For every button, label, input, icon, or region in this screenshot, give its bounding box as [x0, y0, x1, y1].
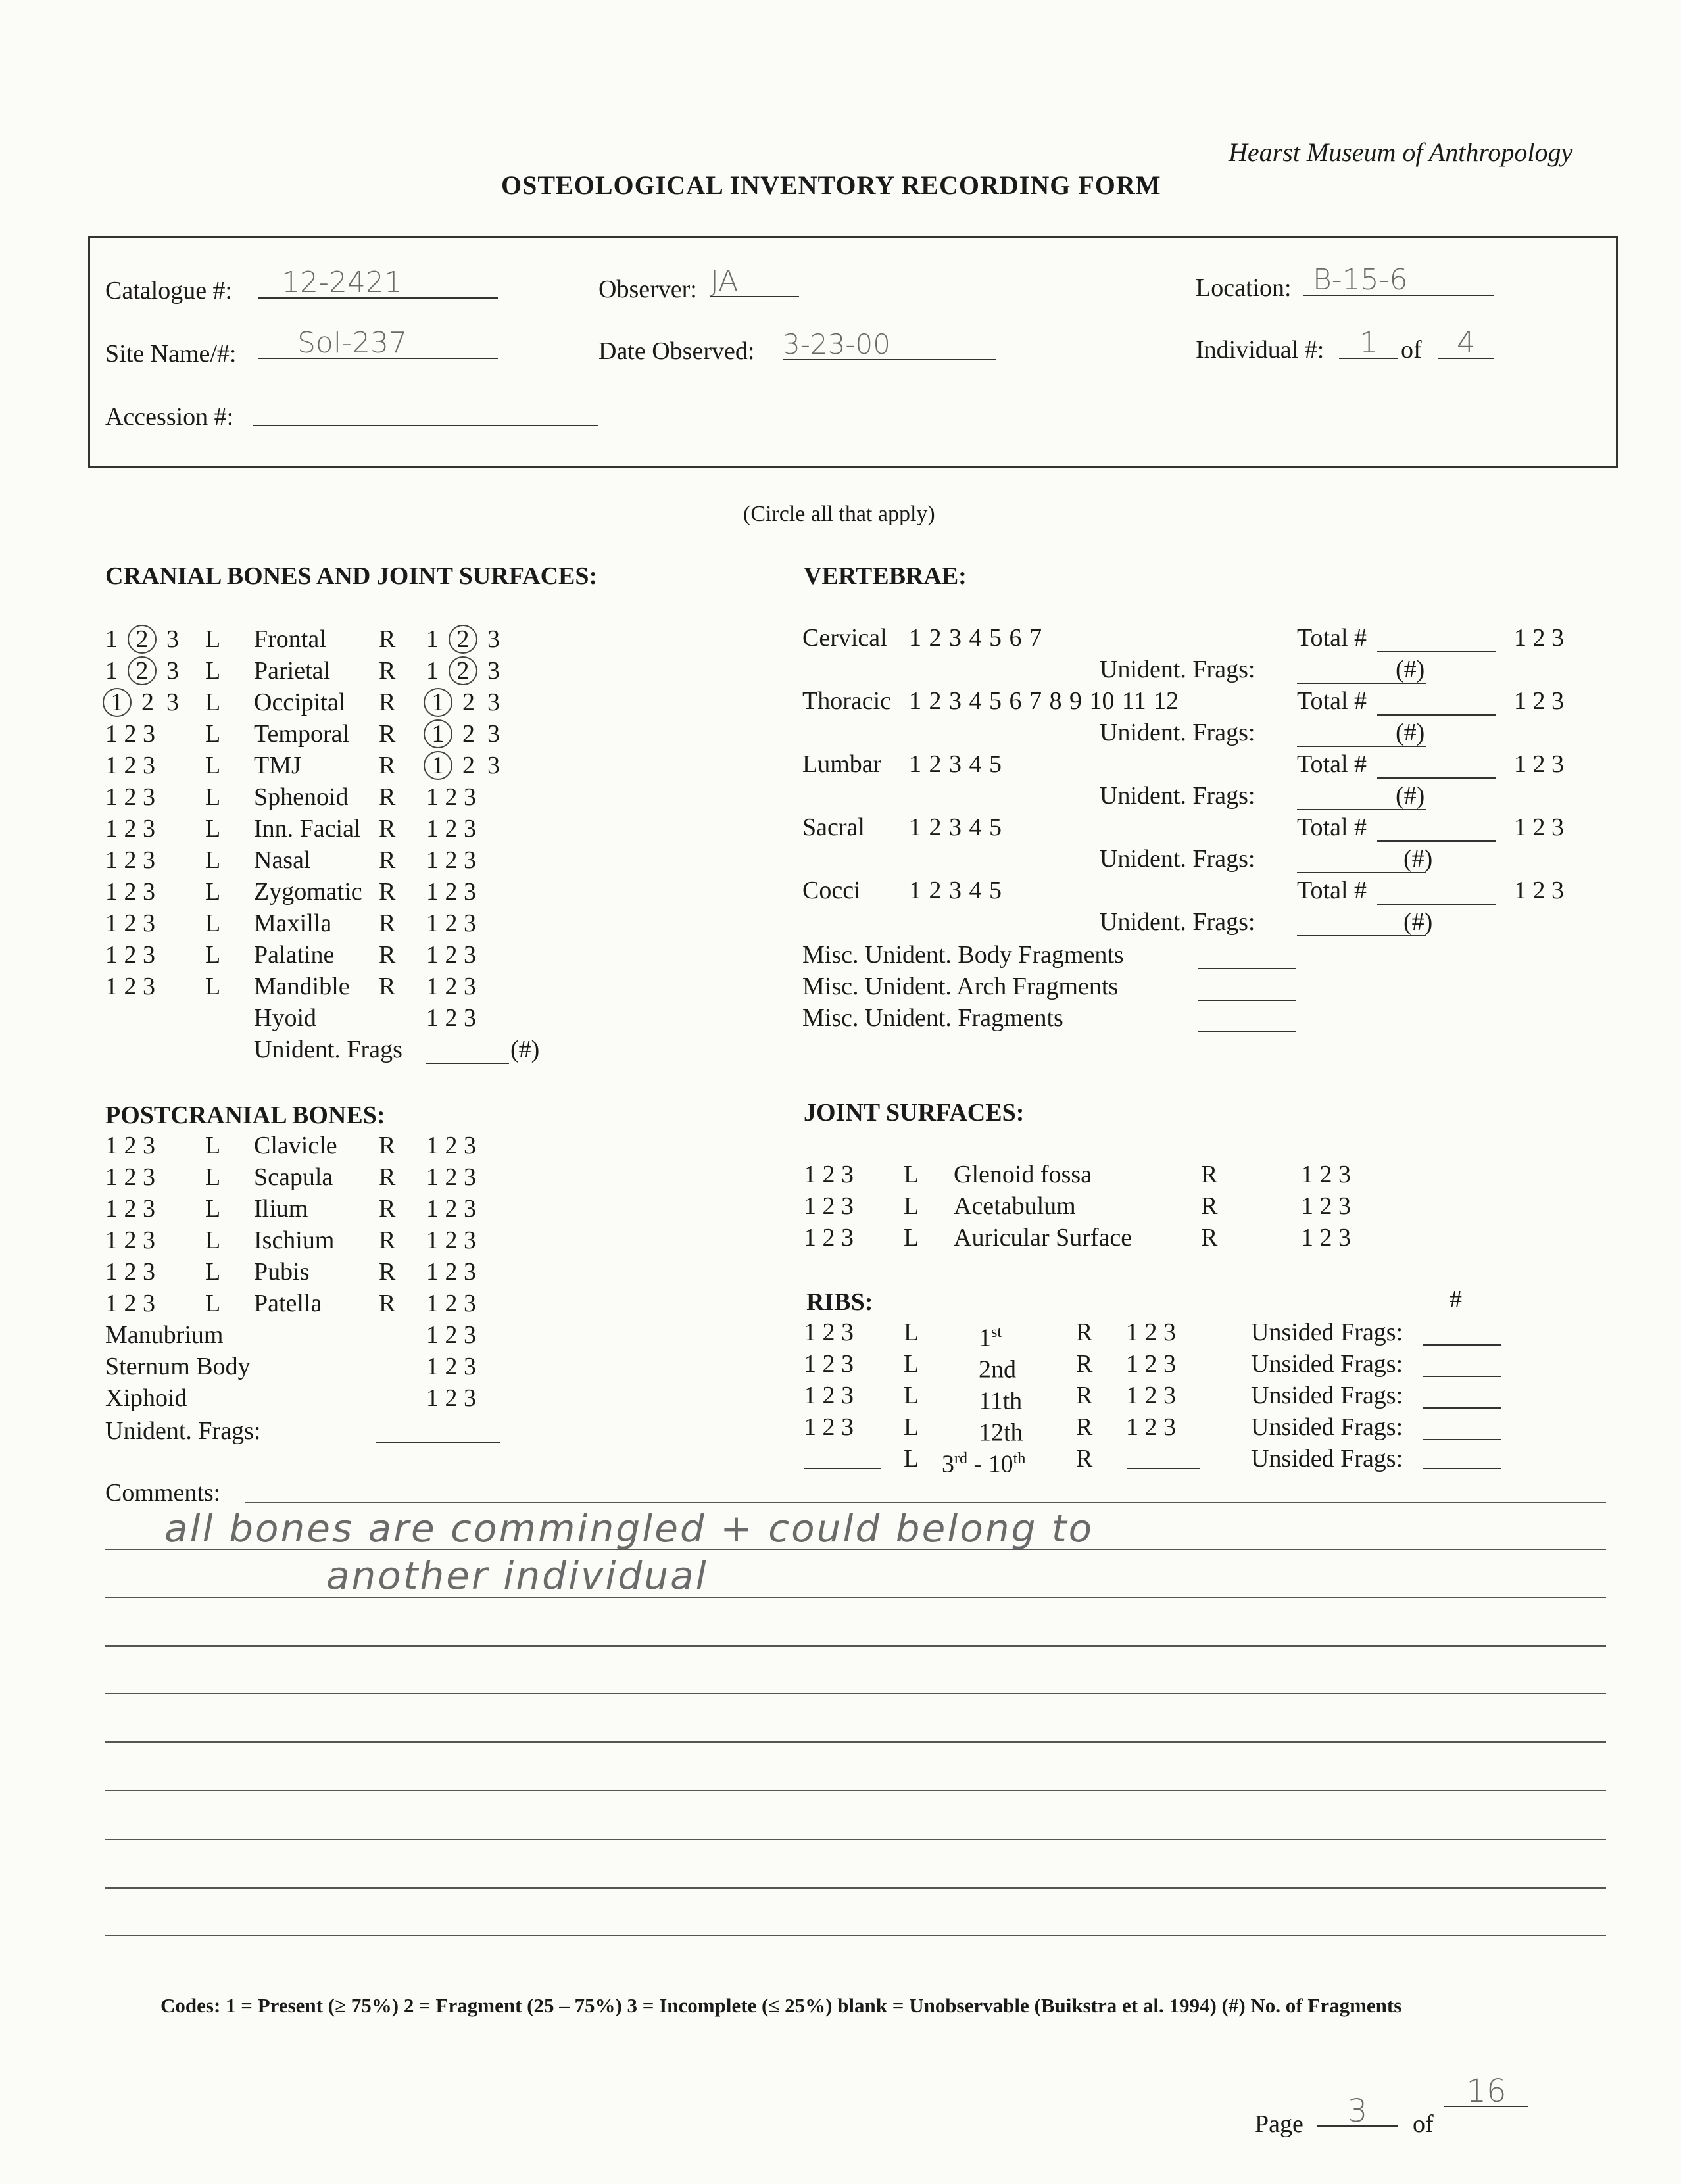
postcranial-R: R	[379, 1290, 396, 1317]
location-field[interactable]: B-15-6	[1303, 266, 1494, 296]
circled-code[interactable]: 1	[424, 688, 452, 717]
accession-field[interactable]	[253, 396, 598, 426]
cranial-right-codes[interactable]: 1 2 3	[426, 719, 500, 748]
cranial-right-codes[interactable]: 1 2 3	[426, 751, 500, 780]
individual-total-field[interactable]: 4	[1438, 329, 1494, 359]
postcranial-left-codes[interactable]: 1 2 3	[105, 1226, 155, 1254]
joint-left-codes[interactable]: 1 2 3	[804, 1161, 854, 1188]
misc-label: Misc. Unident. Arch Fragments	[802, 973, 1119, 1000]
date-field[interactable]: 3-23-00	[783, 330, 996, 360]
postcranial-bone-name: Manubrium	[105, 1321, 224, 1349]
postcranial-left-codes[interactable]: 1 2 3	[105, 1290, 155, 1317]
misc-label: Misc. Unident. Body Fragments	[802, 941, 1124, 969]
vertebra-total-field[interactable]	[1377, 622, 1496, 652]
vertebra-numbers[interactable]: 1 2 3 4 5 6 7	[909, 624, 1042, 652]
rib-range-R: R	[1076, 1445, 1093, 1472]
comment-text-line1[interactable]: all bones are commingled + could belong to	[164, 1506, 1094, 1551]
rib-range-unsided-label: Unsided Frags:	[1251, 1445, 1403, 1472]
comment-line[interactable]	[245, 1502, 1606, 1503]
rib-R: R	[1076, 1382, 1093, 1409]
vertebra-total-label: Total #	[1297, 813, 1367, 841]
cranial-bone-name: TMJ	[254, 752, 301, 779]
cranial-R: R	[379, 783, 396, 811]
vertebra-name: Cocci	[802, 877, 861, 904]
postcranial-bone-name: Ilium	[254, 1195, 308, 1223]
cranial-heading: CRANIAL BONES AND JOINT SURFACES:	[105, 562, 598, 590]
postcranial-L: L	[205, 1132, 221, 1159]
cranial-left-codes[interactable]: 1 2 3	[105, 625, 179, 653]
vertebra-unident-hash: (#)	[1403, 908, 1433, 936]
vertebra-unident-hash: (#)	[1403, 845, 1433, 873]
cranial-bone-name: Nasal	[254, 846, 311, 874]
vertebra-codes[interactable]: 1 2 3	[1514, 687, 1564, 715]
misc-field[interactable]	[1198, 1002, 1296, 1032]
rib-right-codes[interactable]: 1 2 3	[1126, 1350, 1176, 1378]
circled-code[interactable]: 2	[128, 656, 157, 685]
cranial-left-codes[interactable]: 1 2 3	[105, 720, 155, 748]
postcranial-R: R	[379, 1226, 396, 1254]
postcranial-R: R	[379, 1258, 396, 1286]
cranial-unident-field[interactable]	[426, 1034, 509, 1064]
rib-left-codes[interactable]: 1 2 3	[804, 1319, 854, 1346]
postcranial-left-codes[interactable]: 1 2 3	[105, 1258, 155, 1286]
postcranial-L: L	[205, 1258, 221, 1286]
comment-line[interactable]	[105, 1839, 1606, 1840]
postcranial-right-codes[interactable]: 1 2 3	[426, 1258, 476, 1286]
page-field[interactable]: 3	[1317, 2097, 1398, 2127]
postcranial-L: L	[205, 1163, 221, 1191]
cranial-R: R	[379, 689, 396, 716]
rib-unsided-field[interactable]	[1423, 1347, 1501, 1377]
joint-right-codes[interactable]: 1 2 3	[1301, 1192, 1351, 1220]
cranial-right-codes[interactable]: 1 2 3	[426, 910, 476, 937]
observer-label: Observer:	[598, 276, 697, 303]
cranial-L: L	[205, 720, 221, 748]
vertebra-unident-label: Unident. Frags:	[1100, 656, 1255, 683]
cranial-bone-name: Zygomatic	[254, 878, 362, 906]
cranial-right-codes[interactable]: 1 2 3	[426, 783, 476, 811]
postcranial-unident-field[interactable]	[376, 1414, 500, 1443]
vertebra-total-field[interactable]	[1377, 685, 1496, 716]
vertebra-total-field[interactable]	[1377, 748, 1496, 779]
cranial-right-codes[interactable]: 1 2 3	[426, 657, 500, 685]
rib-ordinal: 12th	[979, 1419, 1023, 1447]
joint-L: L	[904, 1161, 919, 1188]
rib-range-label: 3rd - 10th	[942, 1450, 1026, 1478]
museum-name: Hearst Museum of Anthropology	[1229, 137, 1573, 167]
page-of-label: of	[1413, 2110, 1434, 2138]
cranial-left-codes[interactable]: 1 2 3	[105, 973, 155, 1000]
cranial-R: R	[379, 878, 396, 906]
rib-unsided-label: Unsided Frags:	[1251, 1413, 1403, 1441]
postcranial-right-codes[interactable]: 1 2 3	[426, 1163, 476, 1191]
postcranial-R: R	[379, 1132, 396, 1159]
comment-line[interactable]	[105, 1693, 1606, 1694]
joint-right-codes[interactable]: 1 2 3	[1301, 1161, 1351, 1188]
cranial-left-codes[interactable]: 1 2 3	[105, 783, 155, 811]
rib-left-codes[interactable]: 1 2 3	[804, 1413, 854, 1441]
rib-ordinal: 1st	[979, 1324, 1002, 1352]
rib-R: R	[1076, 1319, 1093, 1346]
cranial-bone-name: Maxilla	[254, 910, 332, 937]
comment-text-line2[interactable]: another individual	[326, 1553, 708, 1598]
misc-field[interactable]	[1198, 971, 1296, 1001]
comment-line[interactable]	[105, 1645, 1606, 1647]
cranial-L: L	[205, 910, 221, 937]
hyoid-label: Hyoid	[254, 1004, 316, 1032]
postcranial-codes[interactable]: 1 2 3	[426, 1384, 476, 1412]
postcranial-right-codes[interactable]: 1 2 3	[426, 1132, 476, 1159]
rib-unsided-field[interactable]	[1423, 1315, 1501, 1346]
codes-legend: Codes: 1 = Present (≥ 75%) 2 = Fragment (25 – 75%) 3 = Incomplete (≤ 25%) blank = Unobservable (Buikstra et al. 1994) (#) No. of Fragments	[160, 1994, 1402, 2017]
vertebra-total-field[interactable]	[1377, 875, 1496, 905]
vertebra-unident-label: Unident. Frags:	[1100, 908, 1255, 936]
cranial-R: R	[379, 910, 396, 937]
cranial-L: L	[205, 657, 221, 685]
cranial-right-codes[interactable]: 1 2 3	[426, 941, 476, 969]
joint-name: Auricular Surface	[954, 1224, 1133, 1251]
rib-left-codes[interactable]: 1 2 3	[804, 1350, 854, 1378]
joint-L: L	[904, 1224, 919, 1251]
rib-L: L	[904, 1350, 919, 1378]
vertebra-name: Lumbar	[802, 750, 882, 778]
joint-R: R	[1201, 1192, 1218, 1220]
rib-unsided-label: Unsided Frags:	[1251, 1382, 1403, 1409]
vertebra-numbers[interactable]: 1 2 3 4 5	[909, 877, 1002, 904]
rib-range-left-field[interactable]	[804, 1442, 881, 1469]
rib-right-codes[interactable]: 1 2 3	[1126, 1382, 1176, 1409]
joint-left-codes[interactable]: 1 2 3	[804, 1192, 854, 1220]
vertebra-unident-label: Unident. Frags:	[1100, 719, 1255, 746]
circled-code[interactable]: 2	[128, 625, 157, 654]
rib-left-codes[interactable]: 1 2 3	[804, 1382, 854, 1409]
cranial-R: R	[379, 720, 396, 748]
site-label: Site Name/#:	[105, 340, 237, 368]
cranial-left-codes[interactable]: 1 2 3	[105, 752, 155, 779]
rib-range-unsided-field[interactable]	[1423, 1442, 1501, 1469]
individual-label: Individual #:	[1196, 336, 1325, 364]
cranial-L: L	[205, 815, 221, 842]
rib-range-right-field[interactable]	[1127, 1442, 1200, 1469]
postcranial-bone-name: Patella	[254, 1290, 322, 1317]
cranial-L: L	[205, 752, 221, 779]
cranial-right-codes[interactable]: 1 2 3	[426, 625, 500, 653]
cranial-bone-name: Mandible	[254, 973, 350, 1000]
joint-name: Glenoid fossa	[954, 1161, 1092, 1188]
location-label: Location:	[1196, 274, 1292, 302]
instruction: (Circle all that apply)	[743, 502, 935, 526]
circled-code[interactable]: 1	[424, 719, 452, 748]
joint-name: Acetabulum	[954, 1192, 1076, 1220]
rib-unsided-field[interactable]	[1423, 1378, 1501, 1409]
postcranial-bone-name: Clavicle	[254, 1132, 337, 1159]
cranial-L: L	[205, 783, 221, 811]
cranial-R: R	[379, 815, 396, 842]
vertebra-total-label: Total #	[1297, 624, 1367, 652]
vertebra-unident-hash: (#)	[1396, 719, 1425, 746]
comment-line[interactable]	[105, 1935, 1606, 1936]
comment-line[interactable]	[105, 1741, 1606, 1743]
vertebra-total-label: Total #	[1297, 877, 1367, 904]
cranial-bone-name: Temporal	[254, 720, 350, 748]
page-label: Page	[1255, 2110, 1303, 2138]
cranial-left-codes[interactable]: 1 2 3	[105, 910, 155, 937]
rib-unsided-label: Unsided Frags:	[1251, 1350, 1403, 1378]
site-field[interactable]: Sol-237	[258, 329, 498, 359]
vertebra-numbers[interactable]: 1 2 3 4 5	[909, 750, 1002, 778]
postcranial-right-codes[interactable]: 1 2 3	[426, 1290, 476, 1317]
form-title: OSTEOLOGICAL INVENTORY RECORDING FORM	[501, 170, 1161, 200]
circled-code[interactable]: 2	[449, 656, 477, 685]
postcranial-left-codes[interactable]: 1 2 3	[105, 1163, 155, 1191]
postcranial-left-codes[interactable]: 1 2 3	[105, 1132, 155, 1159]
of-label: of	[1401, 336, 1422, 364]
cranial-L: L	[205, 689, 221, 716]
joint-L: L	[904, 1192, 919, 1220]
rib-L: L	[904, 1413, 919, 1441]
cranial-right-codes[interactable]: 1 2 3	[426, 973, 476, 1000]
cranial-R: R	[379, 657, 396, 685]
misc-label: Misc. Unident. Fragments	[802, 1004, 1063, 1032]
date-label: Date Observed:	[598, 337, 755, 365]
postcranial-bone-name: Ischium	[254, 1226, 335, 1254]
vertebra-total-label: Total #	[1297, 687, 1367, 715]
postcranial-right-codes[interactable]: 1 2 3	[426, 1226, 476, 1254]
vertebra-name: Thoracic	[802, 687, 892, 715]
vertebra-unident-label: Unident. Frags:	[1100, 845, 1255, 873]
circled-code[interactable]: 1	[103, 688, 132, 717]
postcranial-L: L	[205, 1226, 221, 1254]
joint-R: R	[1201, 1161, 1218, 1188]
postcranial-bone-name: Sternum Body	[105, 1353, 251, 1380]
rib-unsided-label: Unsided Frags:	[1251, 1319, 1403, 1346]
postcranial-right-codes[interactable]: 1 2 3	[426, 1195, 476, 1223]
rib-L: L	[904, 1319, 919, 1346]
cranial-right-codes[interactable]: 1 2 3	[426, 688, 500, 717]
rib-R: R	[1076, 1350, 1093, 1378]
postcranial-codes[interactable]: 1 2 3	[426, 1321, 476, 1349]
accession-label: Accession #:	[105, 403, 234, 431]
vertebra-codes[interactable]: 1 2 3	[1514, 877, 1564, 904]
cranial-R: R	[379, 941, 396, 969]
comments-label: Comments:	[105, 1479, 221, 1507]
comment-line[interactable]	[105, 1790, 1606, 1791]
postcranial-bone-name: Pubis	[254, 1258, 310, 1286]
rib-right-codes[interactable]: 1 2 3	[1126, 1413, 1176, 1441]
rib-ordinal: 2nd	[979, 1355, 1016, 1384]
misc-field[interactable]	[1198, 939, 1296, 969]
ribs-heading: RIBS:	[806, 1288, 873, 1316]
comment-line[interactable]	[105, 1887, 1606, 1889]
vertebra-unident-hash: (#)	[1396, 782, 1425, 810]
cranial-bone-name: Frontal	[254, 625, 326, 653]
individual-field[interactable]: 1	[1339, 329, 1398, 359]
cranial-R: R	[379, 846, 396, 874]
vertebra-numbers[interactable]: 1 2 3 4 5	[909, 813, 1002, 841]
cranial-L: L	[205, 973, 221, 1000]
cranial-left-codes[interactable]: 1 2 3	[105, 657, 179, 685]
vertebra-name: Cervical	[802, 624, 887, 652]
cranial-L: L	[205, 941, 221, 969]
cranial-left-codes[interactable]: 1 2 3	[105, 688, 179, 717]
joint-left-codes[interactable]: 1 2 3	[804, 1224, 854, 1251]
cranial-L: L	[205, 846, 221, 874]
catalogue-label: Catalogue #:	[105, 277, 233, 304]
rib-L: L	[904, 1382, 919, 1409]
vertebra-codes[interactable]: 1 2 3	[1514, 750, 1564, 778]
vertebra-codes[interactable]: 1 2 3	[1514, 624, 1564, 652]
postcranial-heading: POSTCRANIAL BONES:	[105, 1102, 385, 1129]
cranial-left-codes[interactable]: 1 2 3	[105, 878, 155, 906]
page-total-field[interactable]: 16	[1444, 2077, 1528, 2107]
vertebra-name: Sacral	[802, 813, 865, 841]
cranial-unident-hash: (#)	[510, 1036, 540, 1063]
rib-R: R	[1076, 1413, 1093, 1441]
postcranial-L: L	[205, 1195, 221, 1223]
cranial-R: R	[379, 625, 396, 653]
vertebrae-heading: VERTEBRAE:	[804, 562, 967, 590]
cranial-bone-name: Inn. Facial	[254, 815, 361, 842]
ribs-hash-heading: #	[1450, 1286, 1462, 1313]
cranial-R: R	[379, 752, 396, 779]
vertebra-unident-hash: (#)	[1396, 656, 1425, 683]
cranial-unident-label: Unident. Frags	[254, 1036, 402, 1063]
vertebra-codes[interactable]: 1 2 3	[1514, 813, 1564, 841]
vertebra-total-label: Total #	[1297, 750, 1367, 778]
circled-code[interactable]: 1	[424, 751, 452, 780]
vertebra-total-field[interactable]	[1377, 812, 1496, 842]
cranial-right-codes[interactable]: 1 2 3	[426, 815, 476, 842]
cranial-bone-name: Parietal	[254, 657, 331, 685]
cranial-left-codes[interactable]: 1 2 3	[105, 815, 155, 842]
cranial-bone-name: Occipital	[254, 689, 346, 716]
postcranial-bone-name: Xiphoid	[105, 1384, 187, 1412]
rib-unsided-field[interactable]	[1423, 1410, 1501, 1440]
hyoid-codes[interactable]: 1 2 3	[426, 1004, 476, 1032]
rib-right-codes[interactable]: 1 2 3	[1126, 1319, 1176, 1346]
circled-code[interactable]: 2	[449, 625, 477, 654]
postcranial-bone-name: Scapula	[254, 1163, 333, 1191]
vertebra-unident-label: Unident. Frags:	[1100, 782, 1255, 810]
joint-right-codes[interactable]: 1 2 3	[1301, 1224, 1351, 1251]
catalogue-field[interactable]: 12-2421	[258, 268, 498, 299]
cranial-bone-name: Palatine	[254, 941, 335, 969]
vertebra-numbers[interactable]: 1 2 3 4 5 6 7 8 9 10 11 12	[909, 687, 1179, 715]
rib-ordinal: 11th	[979, 1387, 1023, 1415]
cranial-left-codes[interactable]: 1 2 3	[105, 941, 155, 969]
rib-range-L: L	[904, 1445, 919, 1472]
observer-field[interactable]: JA	[710, 267, 799, 297]
joints-heading: JOINT SURFACES:	[804, 1099, 1025, 1127]
postcranial-L: L	[205, 1290, 221, 1317]
postcranial-R: R	[379, 1195, 396, 1223]
postcranial-left-codes[interactable]: 1 2 3	[105, 1195, 155, 1223]
postcranial-codes[interactable]: 1 2 3	[426, 1353, 476, 1380]
joint-R: R	[1201, 1224, 1218, 1251]
cranial-right-codes[interactable]: 1 2 3	[426, 846, 476, 874]
cranial-R: R	[379, 973, 396, 1000]
postcranial-R: R	[379, 1163, 396, 1191]
cranial-left-codes[interactable]: 1 2 3	[105, 846, 155, 874]
postcranial-unident-label: Unident. Frags:	[105, 1417, 261, 1445]
cranial-L: L	[205, 878, 221, 906]
cranial-L: L	[205, 625, 221, 653]
cranial-right-codes[interactable]: 1 2 3	[426, 878, 476, 906]
cranial-bone-name: Sphenoid	[254, 783, 349, 811]
